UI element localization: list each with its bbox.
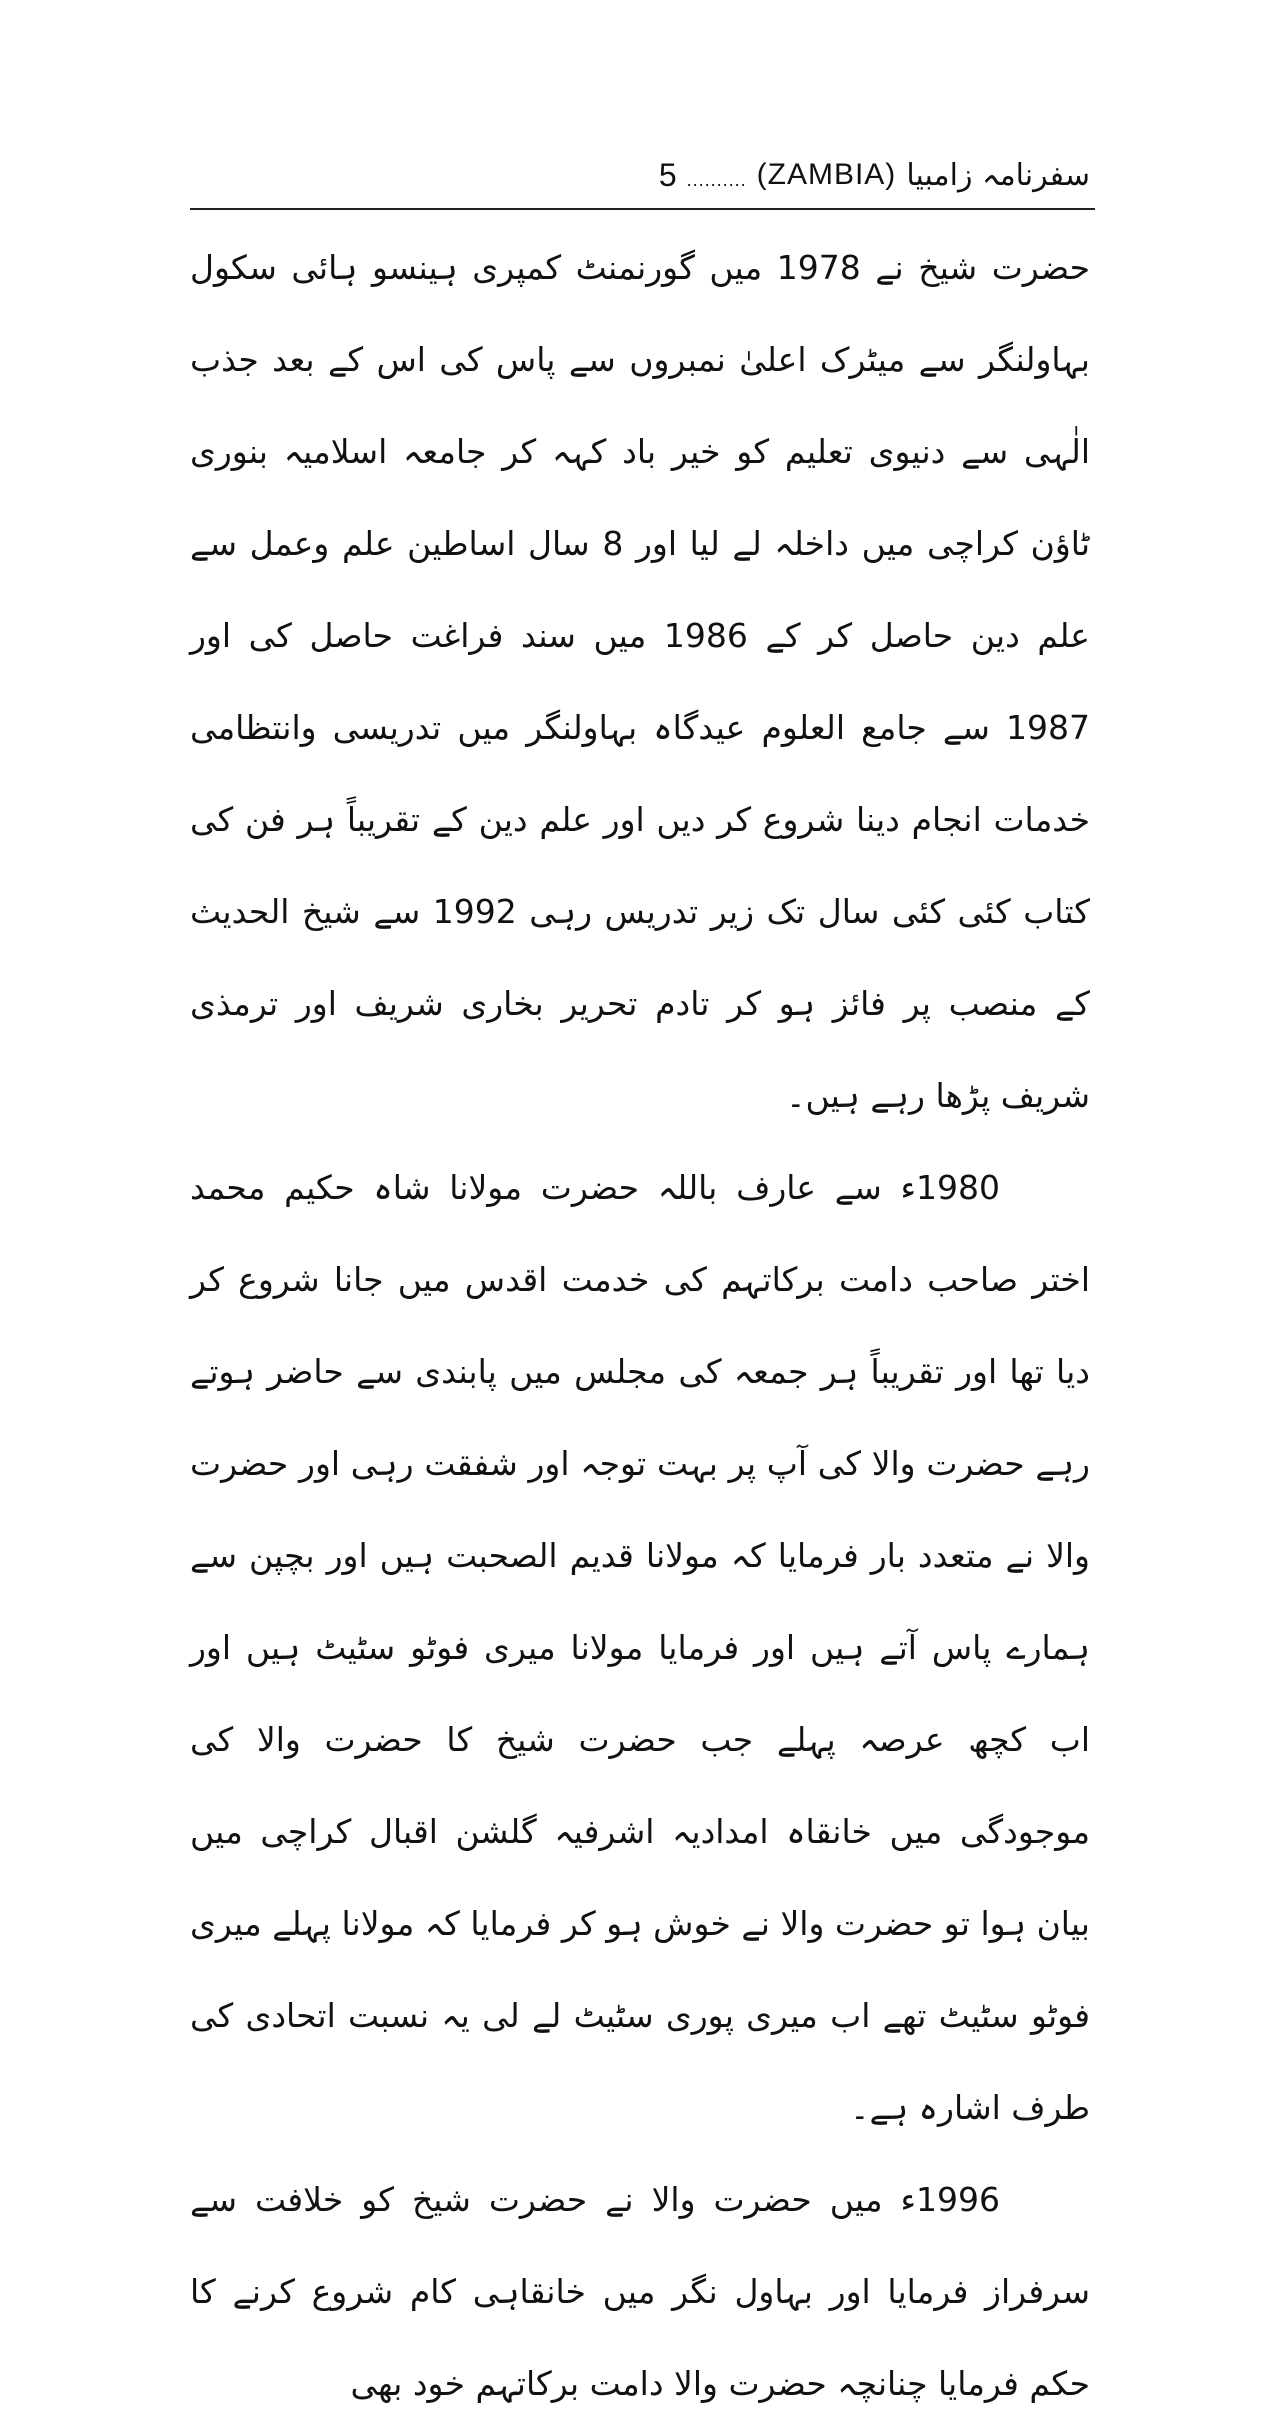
header-title: سفرنامہ زامبیا (906, 157, 1090, 193)
header-divider (190, 208, 1095, 210)
body-text (190, 222, 1090, 2430)
page-number: 5 (658, 156, 677, 193)
paragraph-2: 1980ء سے عارف باللہ حضرت مولانا شاہ حکیم محمد اختر صاحب دامت برکاتہم کی خدمت اقدس میں جانا شروع کر دیا تھا اور تقریباً ہر جمعہ کی مجلس میں پابندی سے حاضر ہوتے رہے حضرت والا کی آپ پر بہت توجہ اور شفقت رہی اور حضرت والا نے متعدد بار فرمایا کہ مولانا قدیم الصحبت ہیں اور بچپن سے ہمارے پاس آتے ہیں اور فرمایا مولانا میری فوٹو سٹیٹ ہیں اور اب کچھ عرصہ پہلے جب حضرت شیخ کا حضرت والا کی موجودگی میں خانقاہ امدادیہ اشرفیہ گلشن اقبال کراچی میں بیان ہوا تو حضرت والا نے خوش ہو کر فرمایا کہ مولانا پہلے میری فوٹو سٹیٹ تھے اب میری پوری سٹیٹ لے لی یہ نسبت اتحادی کی طرف اشارہ ہے۔ (190, 1168, 1090, 2127)
page-header (190, 150, 1090, 200)
paragraph-3: 1996ء میں حضرت والا نے حضرت شیخ کو خلافت سے سرفراز فرمایا اور بہاول نگر میں خانقاہی کام شروع کرنے کا حکم فرمایا چنانچہ حضرت والا دامت برکاتہم خود بھی (190, 2180, 1090, 2403)
header-latin-title: (ZAMBIA) (756, 158, 897, 191)
paragraph-1: حضرت شیخ نے 1978 میں گورنمنٹ کمپری ہینسو ہائی سکول بہاولنگر سے میٹرک اعلیٰ نمبروں سے پاس کی اس کے بعد جذب الٰہی سے دنیوی تعلیم کو خیر باد کہہ کر جامعہ اسلامیہ بنوری ٹاؤن کراچی میں داخلہ لے لیا اور 8 سال اساطین علم وعمل سے علم دین حاصل کر کے 1986 میں سند فراغت حاصل کی اور 1987 سے جامع العلوم عیدگاہ بہاولنگر میں تدریسی وانتظامی خدمات انجام دینا شروع کر دیں اور علم دین کے تقریباً ہر فن کی کتاب کئی کئی سال تک زیر تدریس رہی 1992 سے شیخ الحدیث کے منصب پر فائز ہو کر تادم تحریر بخاری شریف اور ترمذی شریف پڑھا رہے ہیں۔ (190, 248, 1091, 1115)
header-dot-leader: .......... (686, 169, 747, 190)
